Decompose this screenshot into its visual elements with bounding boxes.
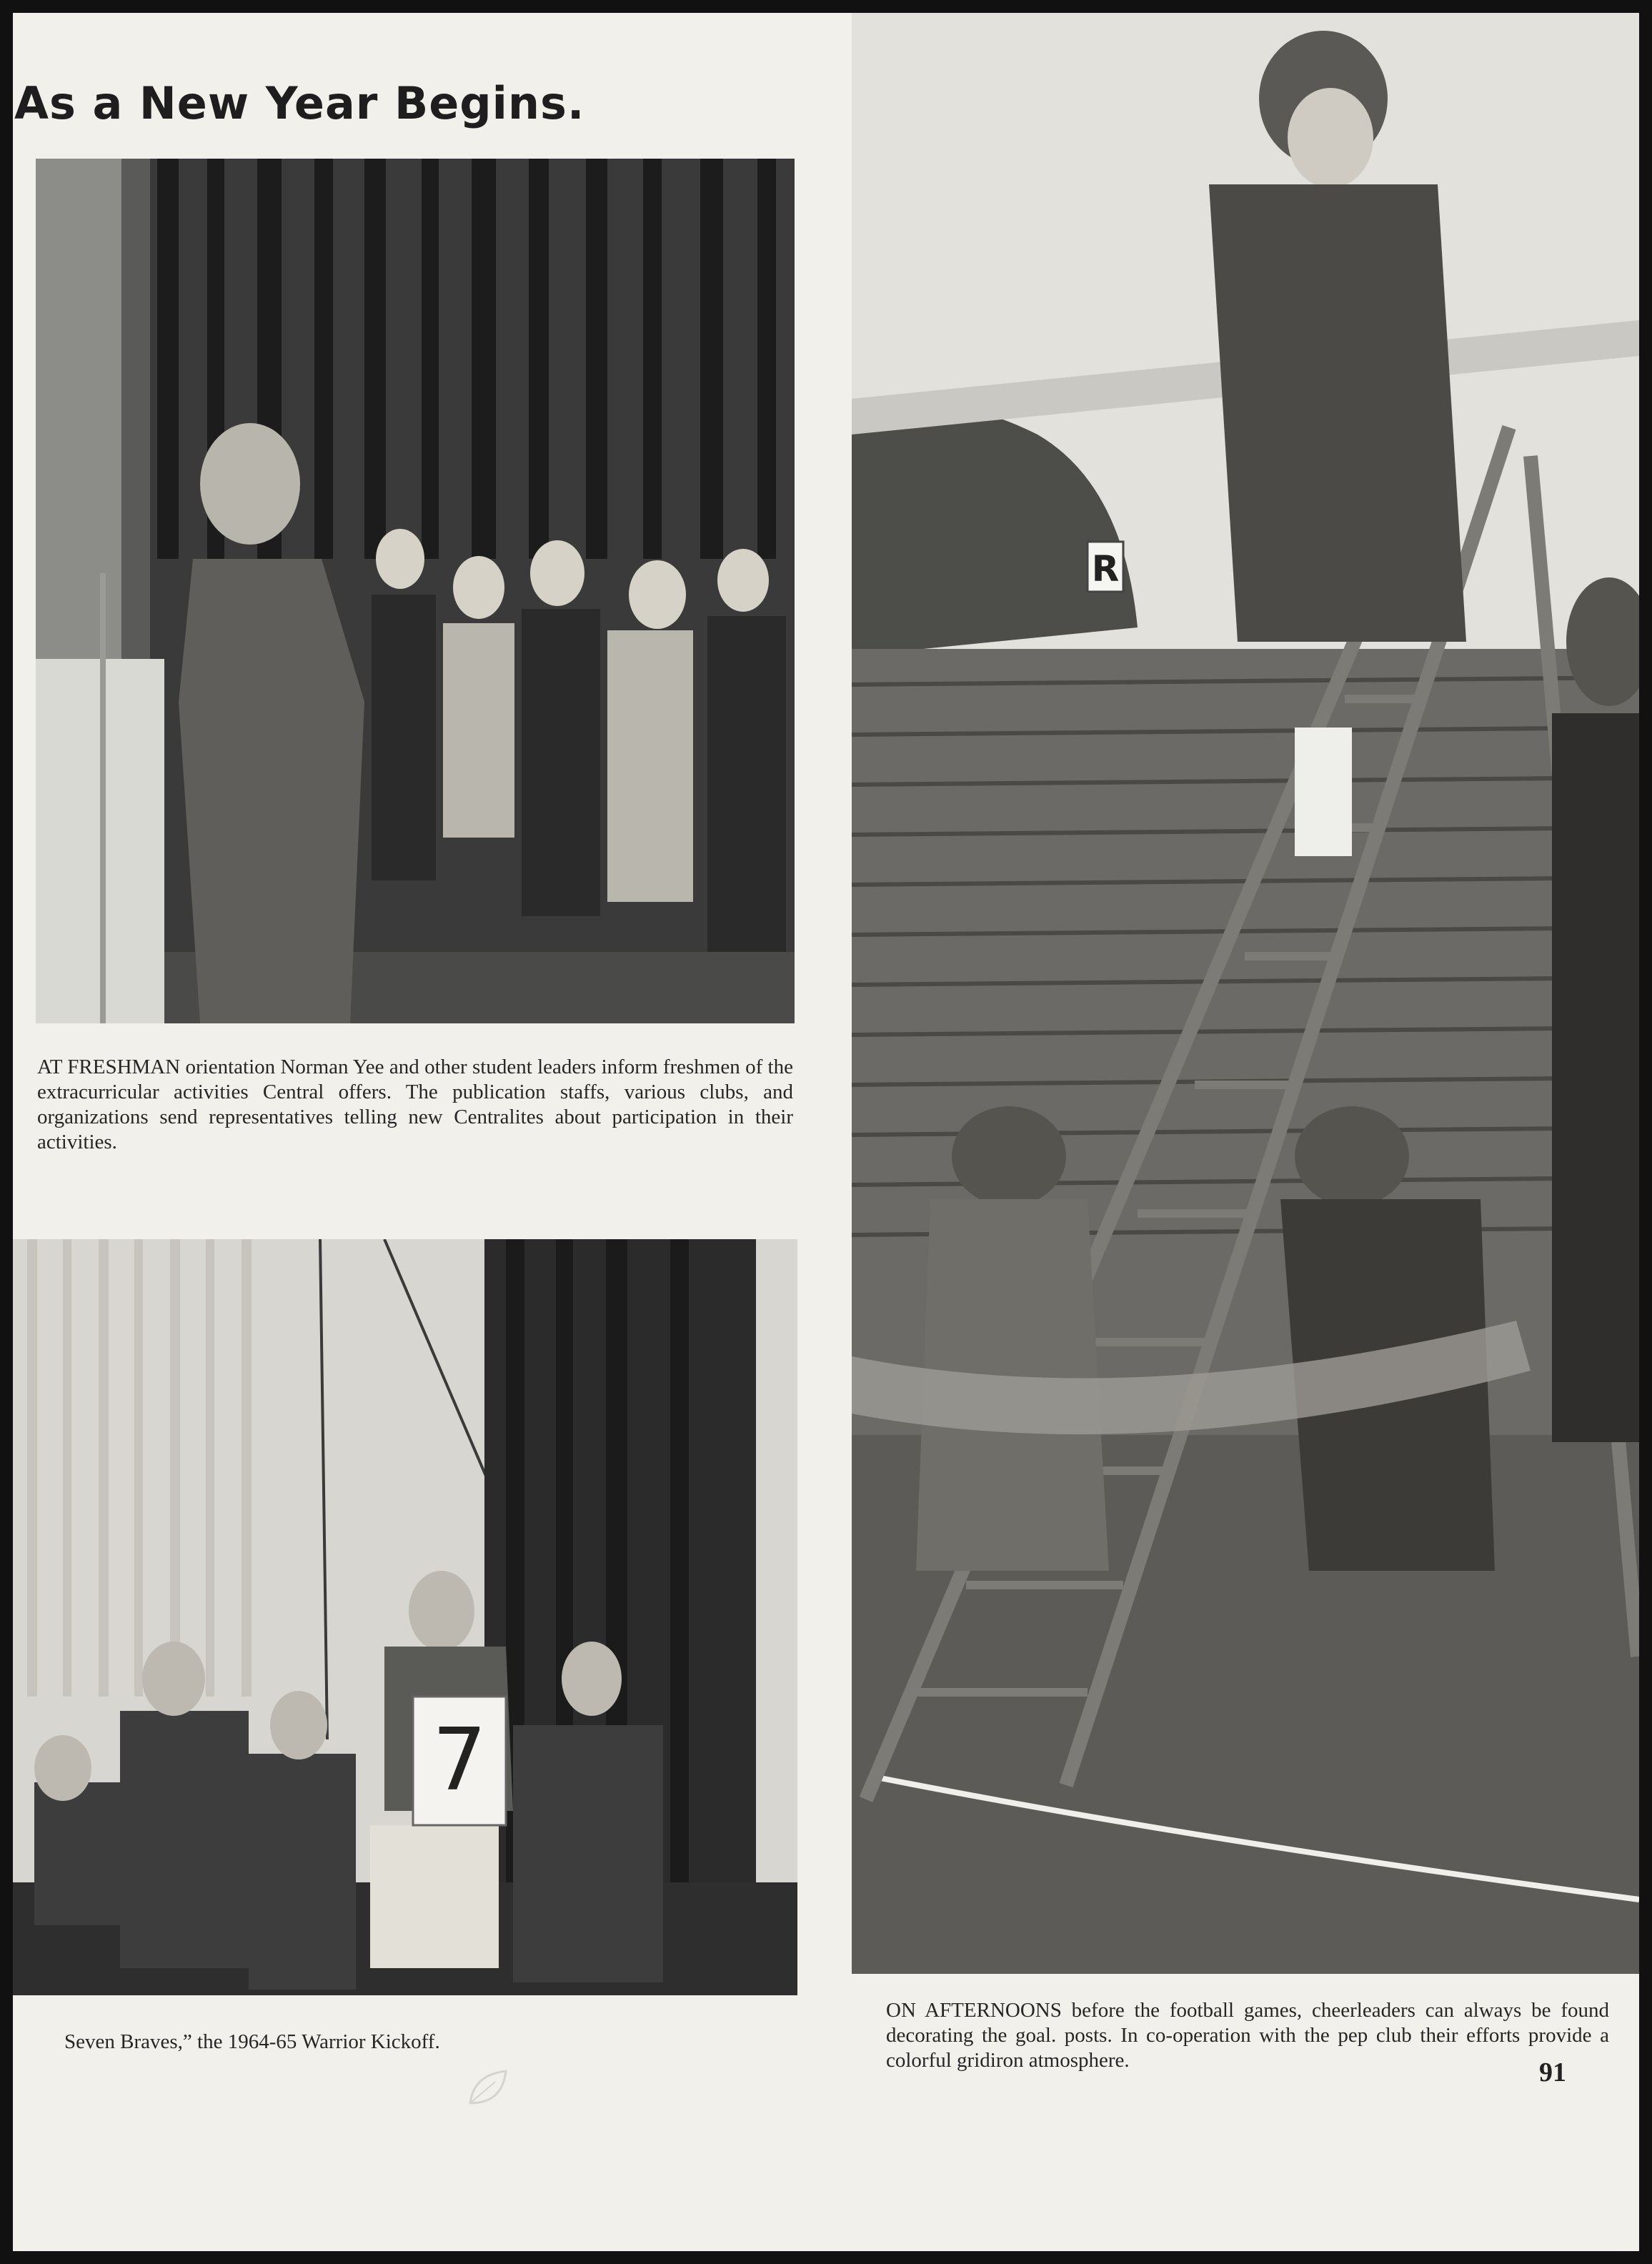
stadium-letter: R — [1091, 548, 1120, 590]
page-title: As a New Year Begins. — [14, 77, 585, 129]
number-sign-text: 7 — [432, 1711, 487, 1810]
kickoff-caption: Seven Braves,” the 1964-65 Warrior Kickoff. — [64, 2030, 440, 2053]
orientation-photo — [36, 159, 795, 1023]
kickoff-photo — [13, 1239, 797, 1995]
yearbook-page — [13, 13, 1639, 2251]
goalpost-photo — [852, 13, 1639, 1974]
page-number: 91 — [1539, 2057, 1566, 2087]
goalpost-caption: ON AFTERNOONS before the football games, cheerleaders can always be found decorating the goal. posts. In co-operation with the pep club their efforts provide a colorful gridiron atmosphere. — [886, 1999, 1609, 2072]
leaf-watermark-icon — [463, 2064, 513, 2114]
orientation-caption: AT FRESHMAN orientation Norman Yee and other student leaders inform freshmen of the extracurricular activities Central offers. The publication staffs, various clubs, and organizations send representatives telling new Centralites about participation in their activities. — [37, 1056, 793, 1153]
